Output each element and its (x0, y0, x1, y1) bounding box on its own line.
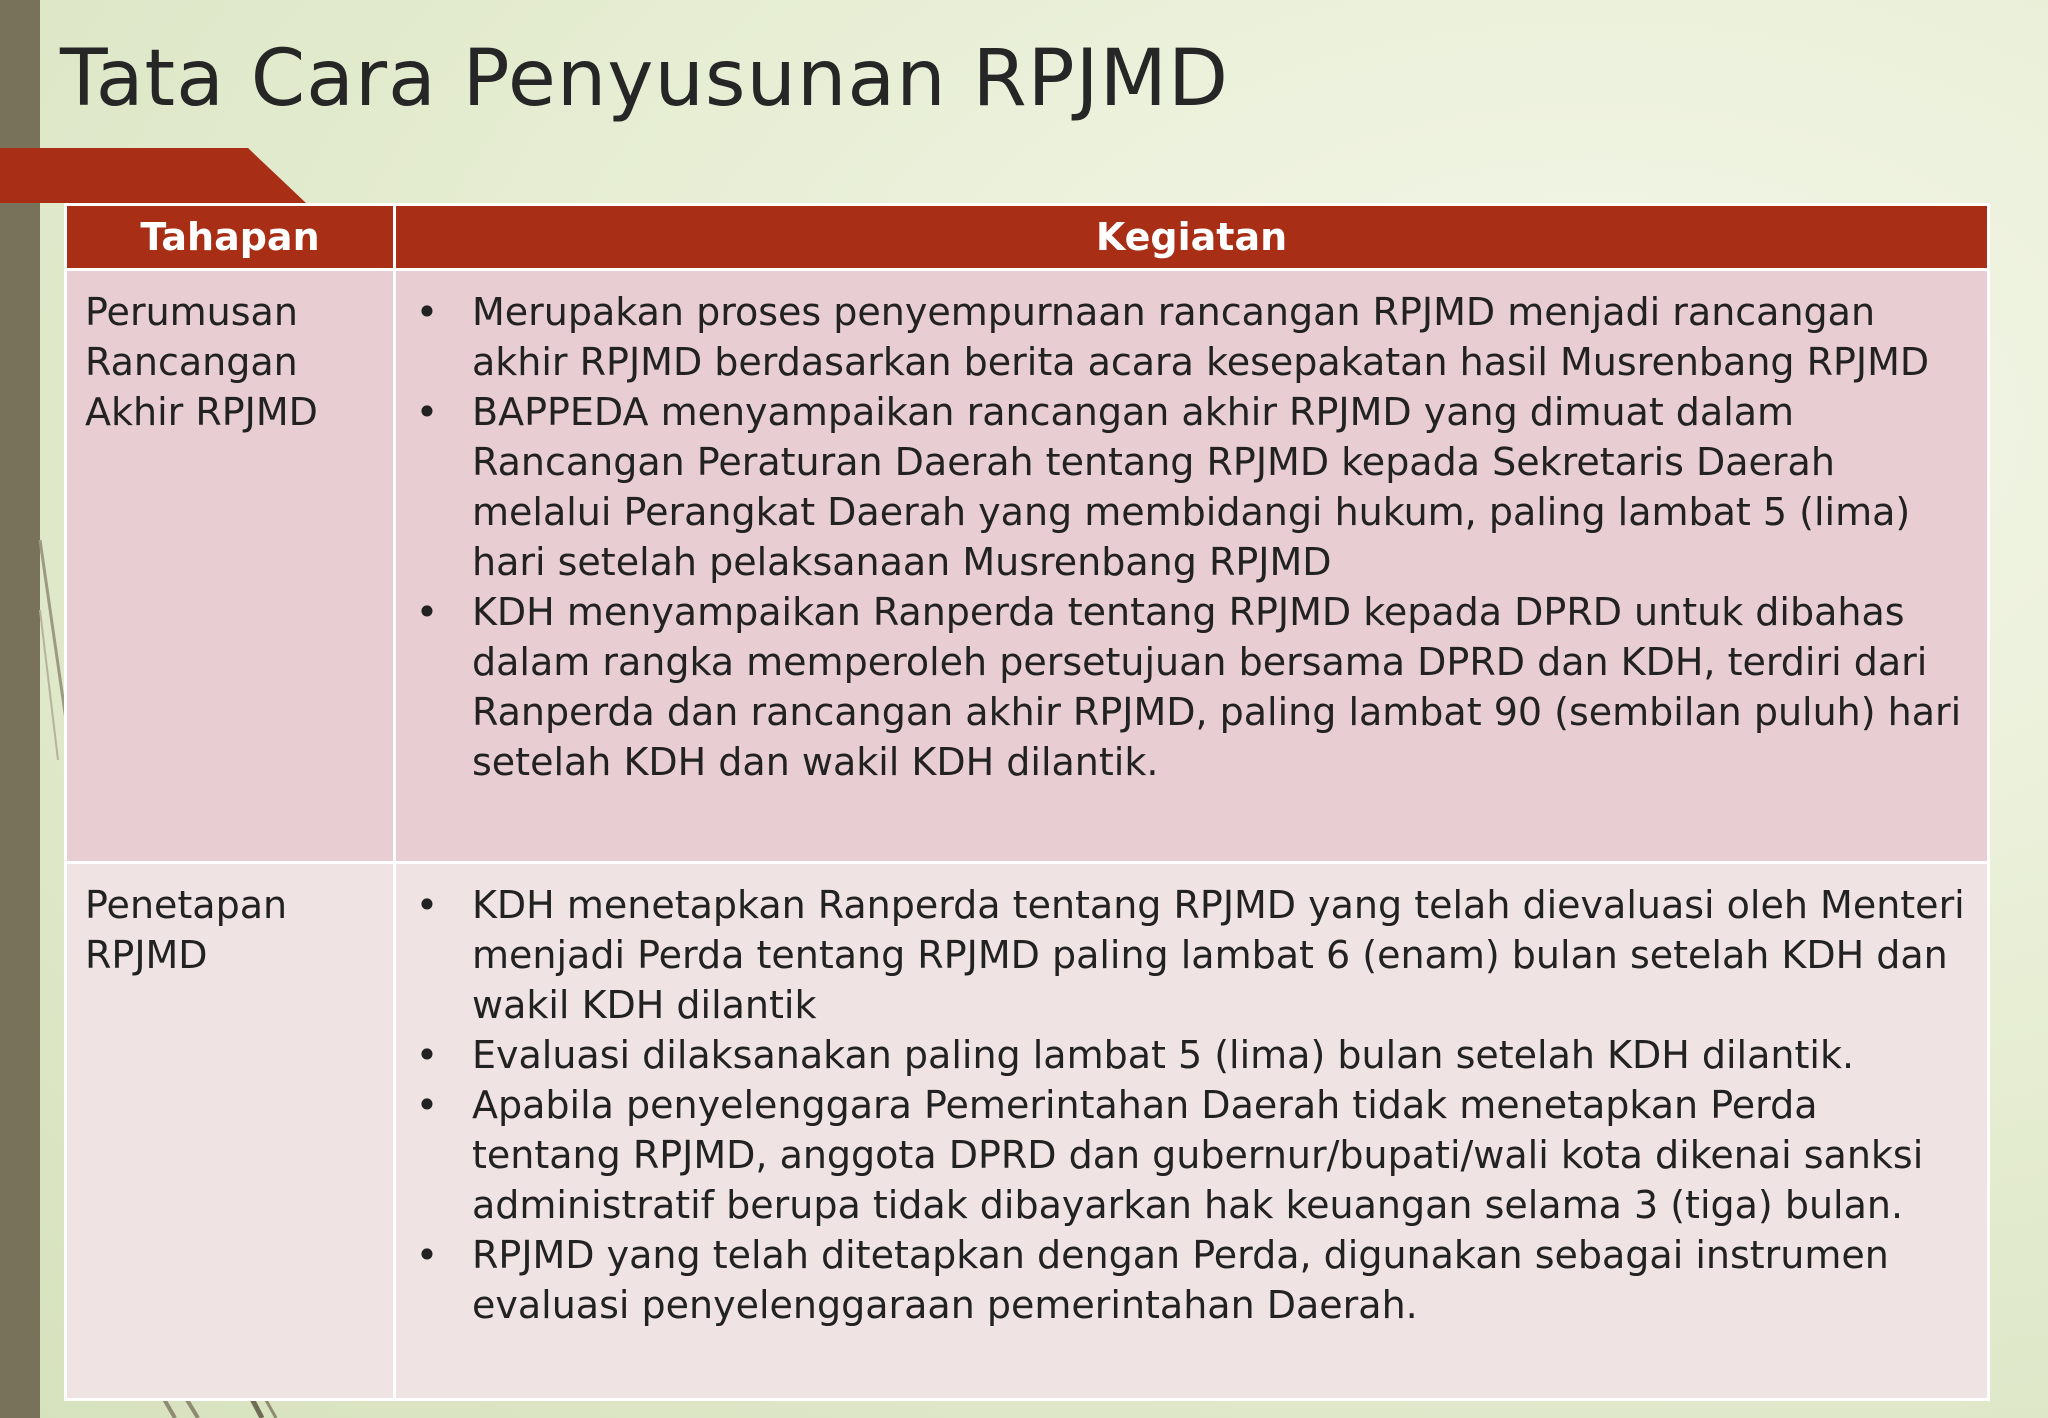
table-header-row (66, 205, 1989, 270)
list-item (412, 880, 1977, 1030)
list-item (412, 1230, 1977, 1330)
list-item-text: Merupakan proses penyempurnaan rancangan RPJMD menjadi rancangan akhir RPJMD berdasarkan berita acara kesepakatan hasil Musrenbang RPJMD (472, 290, 1930, 384)
kegiatan-cell (395, 270, 1989, 863)
table-row (66, 863, 1989, 1400)
list-item-text: RPJMD yang telah ditetapkan dengan Perda, digunakan sebagai instrumen evaluasi penyelenggaraan pemerintahan Daerah. (472, 1233, 1889, 1327)
bullet-icon: • (415, 290, 439, 334)
kegiatan-list (412, 287, 1977, 787)
stages-table (64, 203, 1990, 1401)
list-item-text: Apabila penyelenggara Pemerintahan Daerah tidak menetapkan Perda tentang RPJMD, anggota DPRD dan gubernur/bupati/wali kota dikenai sanksi administratif berupa tidak dibayarkan hak keuangan selama 3 (tiga) bulan. (472, 1083, 1924, 1227)
list-item (412, 587, 1977, 787)
kegiatan-cell (395, 863, 1989, 1400)
bullet-icon: • (415, 1033, 439, 1077)
table-row (66, 270, 1989, 863)
list-item (412, 1030, 1977, 1080)
list-item-text: KDH menetapkan Ranperda tentang RPJMD yang telah dievaluasi oleh Menteri menjadi Perda tentang RPJMD paling lambat 6 (enam) bulan setelah KDH dan wakil KDH dilantik (472, 883, 1965, 1027)
bullet-icon: • (415, 1083, 439, 1127)
header-kegiatan: Kegiatan (395, 205, 1989, 270)
tahapan-cell: Perumusan Rancangan Akhir RPJMD (66, 270, 395, 863)
bullet-icon: • (415, 590, 439, 634)
list-item (412, 287, 1977, 387)
bullet-icon: • (415, 883, 439, 927)
list-item-text: Evaluasi dilaksanakan paling lambat 5 (lima) bulan setelah KDH dilantik. (472, 1033, 1855, 1077)
list-item (412, 387, 1977, 587)
list-item-text: BAPPEDA menyampaikan rancangan akhir RPJMD yang dimuat dalam Rancangan Peraturan Daerah tentang RPJMD kepada Sekretaris Daerah melalui Perangkat Daerah yang membidangi hukum, paling lambat 5 (lima) hari setelah pelaksanaan Musrenbang RPJMD (472, 390, 1911, 584)
bullet-icon: • (415, 390, 439, 434)
list-item (412, 1080, 1977, 1230)
page-title: Tata Cara Penyusunan RPJMD (60, 34, 1230, 124)
bullet-icon: • (415, 1233, 439, 1277)
list-item-text: KDH menyampaikan Ranperda tentang RPJMD kepada DPRD untuk dibahas dalam rangka memperoleh persetujuan bersama DPRD dan KDH, terdiri dari Ranperda dan rancangan akhir RPJMD, paling lambat 90 (sembilan puluh) hari setelah KDH dan wakil KDH dilantik. (472, 590, 1962, 784)
tahapan-cell: Penetapan RPJMD (66, 863, 395, 1400)
header-tahapan: Tahapan (66, 205, 395, 270)
kegiatan-list (412, 880, 1977, 1330)
